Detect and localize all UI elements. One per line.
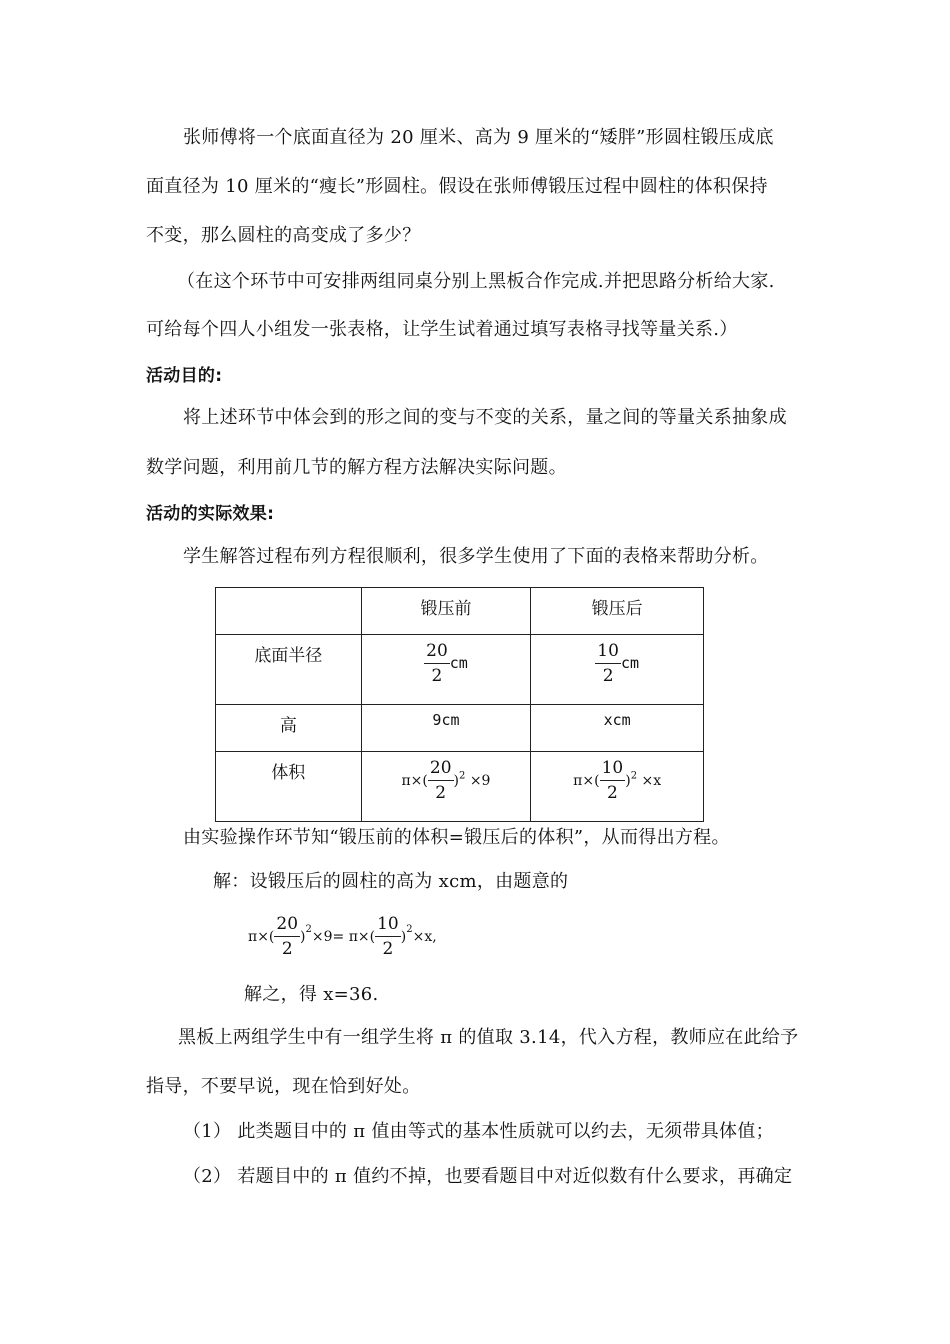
paragraph-line: 学生解答过程布列方程很顺利，很多学生使用了下面的表格来帮助分析。 (183, 546, 769, 567)
table-cell: π×( $\frac{20}{2}$ )$^2$ ×9 (361, 752, 531, 822)
table-row-label: 体积 (216, 752, 362, 822)
paragraph-line: （在这个环节中可安排两组同桌分别上黑板合作完成.并把思路分析给大家. (177, 271, 775, 292)
table-cell: $\frac{10}{2}$ cm (531, 635, 704, 705)
table-cell: $\frac{20}{2}$ cm (361, 635, 531, 705)
paragraph-line: 不变，那么圆柱的高变成了多少？ (146, 225, 421, 246)
paragraph-line: 解之，得 x=36. (244, 984, 379, 1005)
table-cell: xcm (531, 705, 704, 752)
table-cell: 9cm (361, 705, 531, 752)
paragraph-line: 可给每个四人小组发一张表格，让学生试着通过填写表格寻找等量关系.） (146, 319, 738, 340)
paragraph-line: 指导，不要早说，现在恰到好处。 (146, 1076, 421, 1097)
fraction: $\frac{10}{2}$ (601, 758, 624, 803)
equation: π×( $\frac{20}{2}$ ) $^2$ ×9= π×( $\frac{10}{2}$ ) $^2$ ×x, (248, 914, 437, 959)
table-header-cell: 锻压前 (361, 588, 531, 635)
forging-table (215, 587, 704, 822)
fraction: $\frac{10}{2}$ (597, 641, 619, 686)
table-header-cell: 锻压后 (531, 588, 704, 635)
paragraph-line: 由实验操作环节知“锻压前的体积=锻压后的体积”，从而得出方程。 (183, 827, 730, 848)
fraction: $\frac{20}{2}$ (276, 914, 299, 959)
paragraph-line: 数学问题，利用前几节的解方程方法解决实际问题。 (146, 457, 567, 478)
fraction: $\frac{20}{2}$ (426, 641, 448, 686)
table-cell: π×( $\frac{10}{2}$ )$^2$ ×x (531, 752, 704, 822)
fraction: $\frac{20}{2}$ (429, 758, 452, 803)
table-row-label: 高 (216, 705, 362, 752)
section-heading: 活动的实际效果: (146, 504, 275, 524)
table-row-label: 底面半径 (216, 635, 362, 705)
paragraph-line: 张师傅将一个底面直径为 20 厘米、高为 9 厘米的“矮胖”形圆柱锻压成底 (183, 127, 774, 148)
paragraph-line: 黑板上两组学生中有一组学生将 π 的值取 3.14，代入方程，教师应在此给予 (178, 1027, 799, 1048)
paragraph-line: 解：设锻压后的圆柱的高为 xcm，由题意的 (213, 871, 569, 892)
section-heading: 活动目的: (146, 366, 223, 386)
paragraph-line: （1） 此类题目中的 π 值由等式的基本性质就可以约去，无须带具体值； (183, 1121, 774, 1142)
paragraph-line: 面直径为 10 厘米的“瘦长”形圆柱。假设在张师傅锻压过程中圆柱的体积保持 (146, 176, 768, 197)
paragraph-line: 将上述环节中体会到的形之间的变与不变的关系，量之间的等量关系抽象成 (183, 407, 787, 428)
paragraph-line: （2） 若题目中的 π 值约不掉，也要看题目中对近似数有什么要求，再确定 (183, 1166, 793, 1187)
table-header-cell (216, 588, 362, 635)
fraction: $\frac{10}{2}$ (377, 914, 399, 959)
